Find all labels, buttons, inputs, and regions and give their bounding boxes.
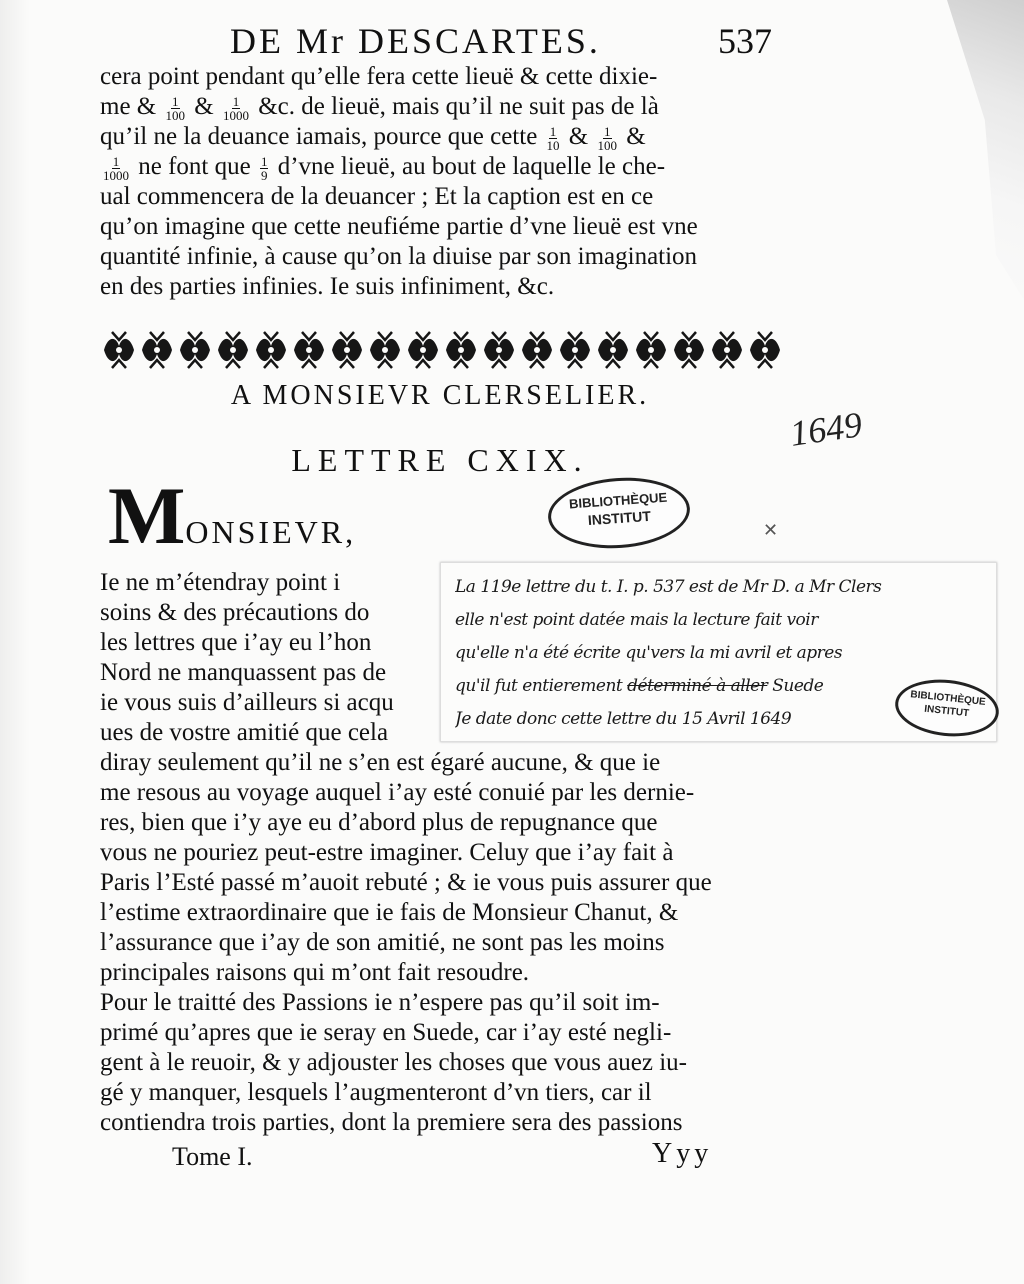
- text-line: res, bien que i’y aye eu d’abord plus de repugnance que: [100, 809, 658, 836]
- handwritten-year-note: 1649: [787, 404, 865, 454]
- text-fragment: d’vne lieuë, au bout de laquelle le che-: [277, 153, 666, 180]
- text-fragment: &: [626, 123, 646, 150]
- text-line: me resous au voyage auquel i’ay esté conuié par les dernie-: [100, 779, 695, 806]
- fraction-numerator: 1: [260, 153, 268, 169]
- text-line: qu’on imagine que cette neufiéme partie d’vne lieuë est vne: [100, 213, 698, 240]
- ornament-motif: [294, 332, 324, 368]
- ornament-motif: [256, 332, 286, 368]
- ornament-motif: [560, 332, 590, 368]
- text-line: Paris l’Esté passé m’auoit rebuté ; & ie vous puis assurer que: [100, 869, 712, 896]
- text-line: ues de vostre amitié que cela: [100, 719, 389, 746]
- ornament-motif: [750, 332, 780, 368]
- stamp-text-bottom: INSTITUT: [587, 507, 652, 529]
- text-line: principales raisons qui m’ont fait resoudre.: [100, 959, 530, 986]
- text-line: primé qu’apres que ie seray en Suede, car i’ay esté negli-: [100, 1019, 672, 1046]
- handwritten-line: qu'elle n'a été écrite qu'vers la mi avril et apres: [455, 643, 843, 663]
- salutation: [108, 470, 357, 561]
- margin-mark: ✕: [763, 520, 779, 540]
- struck-through-text: déterminé à aller: [627, 676, 768, 696]
- text-line: en des parties infinies. Ie suis infiniment, &c.: [100, 273, 555, 300]
- ornament-motif: [674, 332, 704, 368]
- fraction-numerator: 1: [604, 123, 611, 139]
- ornament-motif: [180, 332, 210, 368]
- library-stamp: [546, 473, 693, 553]
- text-line: Ie ne m’étendray point i: [100, 569, 341, 596]
- salutation-text: ONSIEVR,: [185, 514, 357, 550]
- letter-number-heading: LETTRE CXIX.: [291, 442, 589, 478]
- fraction-hundredth: [598, 125, 618, 152]
- text-line-with-fractions: [100, 122, 790, 152]
- fraction-denominator: 1000: [103, 167, 129, 182]
- fraction-denominator: 9: [260, 167, 268, 182]
- text-line-with-fractions: [100, 92, 790, 122]
- ornament-motif: [712, 332, 742, 368]
- fraction-denominator: 1000: [222, 107, 249, 122]
- text-fragment: &: [568, 123, 589, 150]
- text-line: vous ne pouriez peut-estre imaginer. Celuy que i’ay fait à: [100, 839, 674, 866]
- text-line: Nord ne manquassent pas de: [100, 659, 387, 686]
- text-line: gent à le reuoir, & y adjouster les choses que vous auez iu-: [100, 1049, 688, 1076]
- text-fragment: qu’il ne la deuance iamais, pource que cette: [100, 123, 538, 150]
- signature-mark: Yyy: [652, 1138, 713, 1169]
- ornament-motif: [332, 332, 362, 368]
- page-shadow: [0, 0, 30, 1284]
- addressee-heading: A MONSIEVR CLERSELIER.: [230, 380, 650, 411]
- footer-tome: Tome I.: [172, 1142, 253, 1171]
- ornament-motif: [104, 332, 134, 368]
- ornament-motif: [142, 332, 172, 368]
- handwritten-line: Je date donc cette lettre du 15 Avril 1649: [455, 709, 792, 729]
- handwritten-line: La 119e lettre du t. I. p. 537 est de Mr D. a Mr Clers: [455, 577, 882, 597]
- fraction-hundredth: [166, 95, 186, 122]
- handwritten-line: elle n'est point datée mais la lecture fait voir: [455, 610, 818, 630]
- text-line: les lettres que i’ay eu l’hon: [100, 629, 372, 656]
- text-line: ie vous suis d’ailleurs si acqu: [100, 689, 394, 716]
- text-fragment: ne font que: [138, 153, 251, 180]
- ornament-motif: [446, 332, 476, 368]
- text-line: Pour le traitté des Passions ie n’espere pas qu’il soit im-: [100, 989, 660, 1016]
- fraction-thousandth: [223, 95, 249, 122]
- ornament-motif: [636, 332, 666, 368]
- ornament-motif: [522, 332, 552, 368]
- text-line: ual commencera de la deuancer ; Et la caption est en ce: [100, 183, 654, 210]
- text-fragment: &c. de lieuë, mais qu’il ne suit pas de là: [258, 93, 659, 120]
- text-fragment: &: [194, 93, 214, 120]
- fraction-numerator: 1: [232, 93, 240, 109]
- fraction-numerator: 1: [549, 123, 557, 139]
- fraction-tenth: [547, 125, 560, 152]
- stamp-text-top: BIBLIOTHÈQUE: [909, 689, 987, 708]
- stamp-text-top: BIBLIOTHÈQUE: [568, 489, 668, 512]
- fraction-denominator: 10: [546, 137, 560, 152]
- fraction-ninth: [260, 155, 269, 182]
- ornament-motif: [370, 332, 400, 368]
- stamp-text-bottom: INSTITUT: [923, 703, 970, 720]
- fraction-denominator: 100: [597, 137, 617, 152]
- running-head: [0, 20, 1024, 64]
- handwritten-fragment: qu'il fut entierement: [455, 676, 623, 696]
- text-line: l’estime extraordinaire que ie fais de Monsieur Chanut, &: [100, 899, 679, 926]
- text-line: l’assurance que i’ay de son amitié, ne sont pas les moins: [100, 929, 665, 956]
- ornament-motif: [598, 332, 628, 368]
- running-title: DE Mr DESCARTES.: [230, 21, 601, 61]
- ornament-motif: [218, 332, 248, 368]
- text-line: contiendra trois parties, dont la premiere sera des passions: [100, 1109, 683, 1136]
- ornament-motif: [484, 332, 514, 368]
- text-line-with-fractions: [100, 152, 790, 182]
- text-line: soins & des précautions do: [100, 599, 370, 626]
- fraction-numerator: 1: [172, 93, 179, 109]
- ornament-band: [100, 328, 786, 372]
- text-line: diray seulement qu’il ne s’en est égaré aucune, & que ie: [100, 749, 661, 776]
- ornament-motif: [408, 332, 438, 368]
- fraction-numerator: 1: [112, 153, 120, 169]
- fraction-denominator: 100: [165, 107, 185, 122]
- page-number: 537: [718, 21, 772, 61]
- fraction-thousandth: [103, 155, 129, 182]
- text-fragment: me &: [100, 93, 157, 120]
- text-line: quantité infinie, à cause qu’on la diuise par son imagination: [100, 243, 698, 270]
- text-line: cera point pendant qu’elle fera cette lieuë & cette dixie-: [100, 63, 658, 90]
- text-line: gé y manquer, lesquels l’augmenteront d’vn tiers, car il: [100, 1079, 652, 1106]
- drop-cap: M: [108, 470, 186, 561]
- handwritten-fragment: Suede: [772, 676, 824, 696]
